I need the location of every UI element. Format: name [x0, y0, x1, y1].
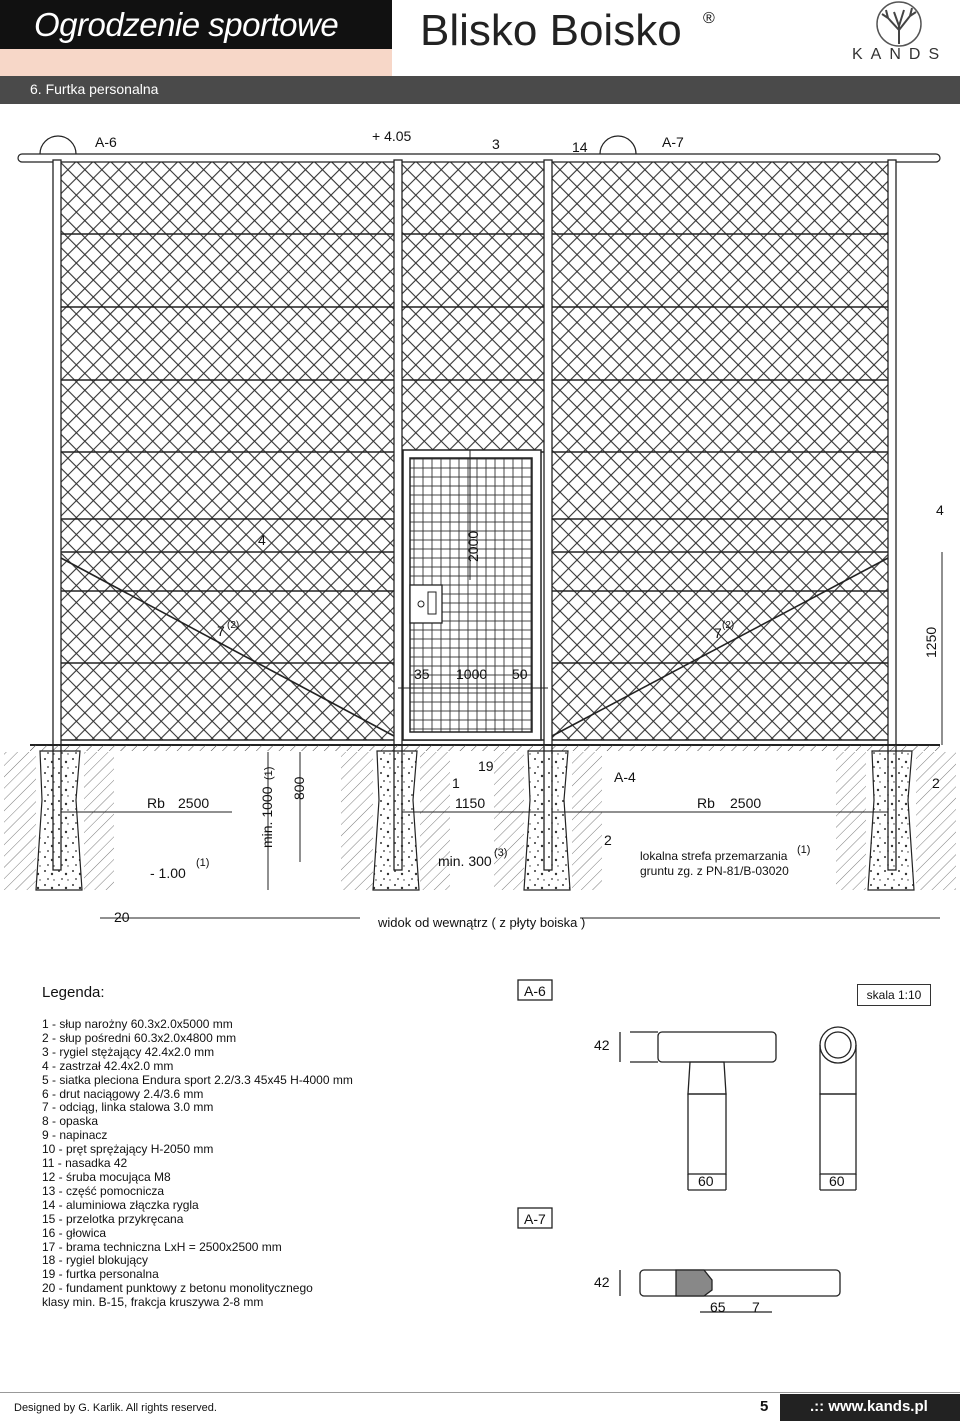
legend-item: 10 - pręt sprężający H-2050 mm — [42, 1142, 214, 1157]
title-accent-strip — [0, 49, 392, 76]
gate — [403, 450, 541, 740]
label-800: 800 — [291, 776, 307, 800]
page-number: 5 — [760, 1398, 769, 1415]
footer-credit: Designed by G. Karlik. All rights reserved. — [14, 1402, 217, 1414]
label-4-left: 4 — [258, 532, 266, 548]
label-20: 20 — [114, 909, 130, 925]
label-min300: min. 300 — [438, 853, 492, 869]
label-frost2: gruntu zg. z PN-81/B-03020 — [640, 864, 789, 878]
detail-dim-65: 65 — [710, 1299, 726, 1315]
legend-item: 8 - opaska — [42, 1114, 99, 1129]
legend-item: 12 - śruba mocująca M8 — [42, 1169, 171, 1184]
detail-dim-7: 7 — [752, 1299, 760, 1315]
legend-item: 1 - słup narożny 60.3x2.0x5000 mm — [42, 1017, 233, 1031]
label-2-right: 2 — [932, 775, 940, 791]
detail-a7-label: A-7 — [524, 1211, 546, 1227]
legend-item: 9 - napinacz — [42, 1128, 108, 1143]
page-header — [0, 0, 960, 76]
page-title: Ogrodzenie sportowe — [34, 6, 339, 43]
detail-dim-42-bottom: 42 — [594, 1274, 610, 1290]
detail-dim-60-right: 60 — [829, 1173, 845, 1189]
label-sup1-min1000: (1) — [263, 766, 275, 780]
label-2-mid: 2 — [604, 832, 612, 848]
legend-item: 5 - siatka pleciona Endura sport 2.2/3.3 45x45 H-4000 mm — [42, 1072, 353, 1087]
label-7-left: 7 — [217, 623, 225, 639]
section-title: 6. Furtka personalna — [30, 81, 159, 97]
kands-logo — [838, 0, 960, 76]
legend-item: 15 - przelotka przykręcana — [42, 1211, 184, 1226]
legend-item: 17 - brama techniczna LxH = 2500x2500 mm — [42, 1239, 282, 1254]
footer-divider — [0, 1392, 960, 1393]
label-rb-right: Rb — [697, 795, 715, 811]
scale-box: skala 1:10 — [857, 984, 931, 1006]
legend-item: 11 - nasadka 42 — [42, 1156, 128, 1171]
label-19: 19 — [478, 758, 494, 774]
legend-item: 13 - część pomocnicza — [42, 1183, 165, 1198]
label-level-bottom: - 1.00 — [150, 865, 186, 881]
label-2000: 2000 — [465, 530, 481, 562]
label-min1000: min. 1000 — [259, 786, 275, 848]
label-sup3: (3) — [494, 847, 508, 859]
label-sup2-left: (2) — [227, 620, 240, 631]
label-14: 14 — [572, 139, 588, 155]
registered-mark: ® — [703, 10, 715, 27]
label-a6: A-6 — [95, 134, 117, 150]
label-frost-sup: (1) — [797, 844, 811, 856]
fence-drawing — [0, 104, 960, 984]
detail-dim-60-left: 60 — [698, 1173, 714, 1189]
label-1150: 1150 — [455, 795, 486, 811]
legend-title: Legenda: — [42, 984, 105, 1001]
legend-item: 19 - furtka personalna — [42, 1267, 159, 1282]
label-50: 50 — [512, 666, 528, 682]
legend-item: 16 - głowica — [42, 1225, 107, 1240]
legend-list — [42, 1018, 353, 1310]
detail-drawings — [500, 975, 960, 1335]
detail-a6-label: A-6 — [524, 983, 546, 999]
legend-item: klasy min. B-15, frakcja kruszywa 2-8 mm — [42, 1295, 264, 1310]
label-rb-left: Rb — [147, 795, 165, 811]
label-35: 35 — [414, 666, 430, 682]
legend-item: 2 - słup pośredni 60.3x2.0x4800 mm — [42, 1030, 237, 1045]
legend-item: 14 - aluminiowa złączka rygla — [42, 1197, 199, 1212]
label-rb-left-val: 2500 — [178, 795, 210, 811]
footer-url-box — [780, 1394, 960, 1421]
top-rail — [18, 154, 940, 162]
legend-item: 18 - rygiel blokujący — [42, 1253, 149, 1268]
label-1: 1 — [452, 775, 460, 791]
title-box — [0, 0, 392, 76]
label-frost1: lokalna strefa przemarzania — [640, 849, 788, 863]
brand-name: Blisko Boisko — [420, 6, 682, 55]
section-bar — [0, 76, 960, 104]
label-7-right: 7 — [714, 625, 722, 641]
label-4-right: 4 — [936, 502, 944, 518]
ground — [30, 745, 940, 751]
label-1250: 1250 — [923, 626, 939, 658]
label-a7: A-7 — [662, 134, 684, 150]
legend-item: 6 - drut naciągowy 2.4/3.6 mm — [42, 1086, 204, 1101]
legend-item: 7 - odciąg, linka stalowa 3.0 mm — [42, 1100, 214, 1115]
tree-logo-icon — [838, 0, 960, 50]
legend-item: 3 - rygiel stężający 42.4x2.0 mm — [42, 1044, 215, 1059]
label-3: 3 — [492, 136, 500, 152]
label-1000: 1000 — [456, 666, 488, 682]
label-sup1-level: (1) — [196, 857, 210, 869]
label-rb-right-val: 2500 — [730, 795, 762, 811]
view-caption: widok od wewnątrz ( z płyty boiska ) — [378, 915, 586, 930]
label-a4: A-4 — [614, 769, 636, 785]
footer-url[interactable]: .:: www.kands.pl — [810, 1398, 928, 1415]
detail-dim-42-top: 42 — [594, 1037, 610, 1053]
legend-item: 4 - zastrzał 42.4x2.0 mm — [42, 1058, 174, 1073]
label-level-top: + 4.05 — [372, 128, 412, 144]
label-sup2-right: (2) — [722, 620, 735, 631]
detail-markers — [40, 136, 636, 154]
logo-text: KANDS — [852, 46, 948, 63]
legend-item: 20 - fundament punktowy z betonu monolitycznego — [42, 1281, 313, 1296]
